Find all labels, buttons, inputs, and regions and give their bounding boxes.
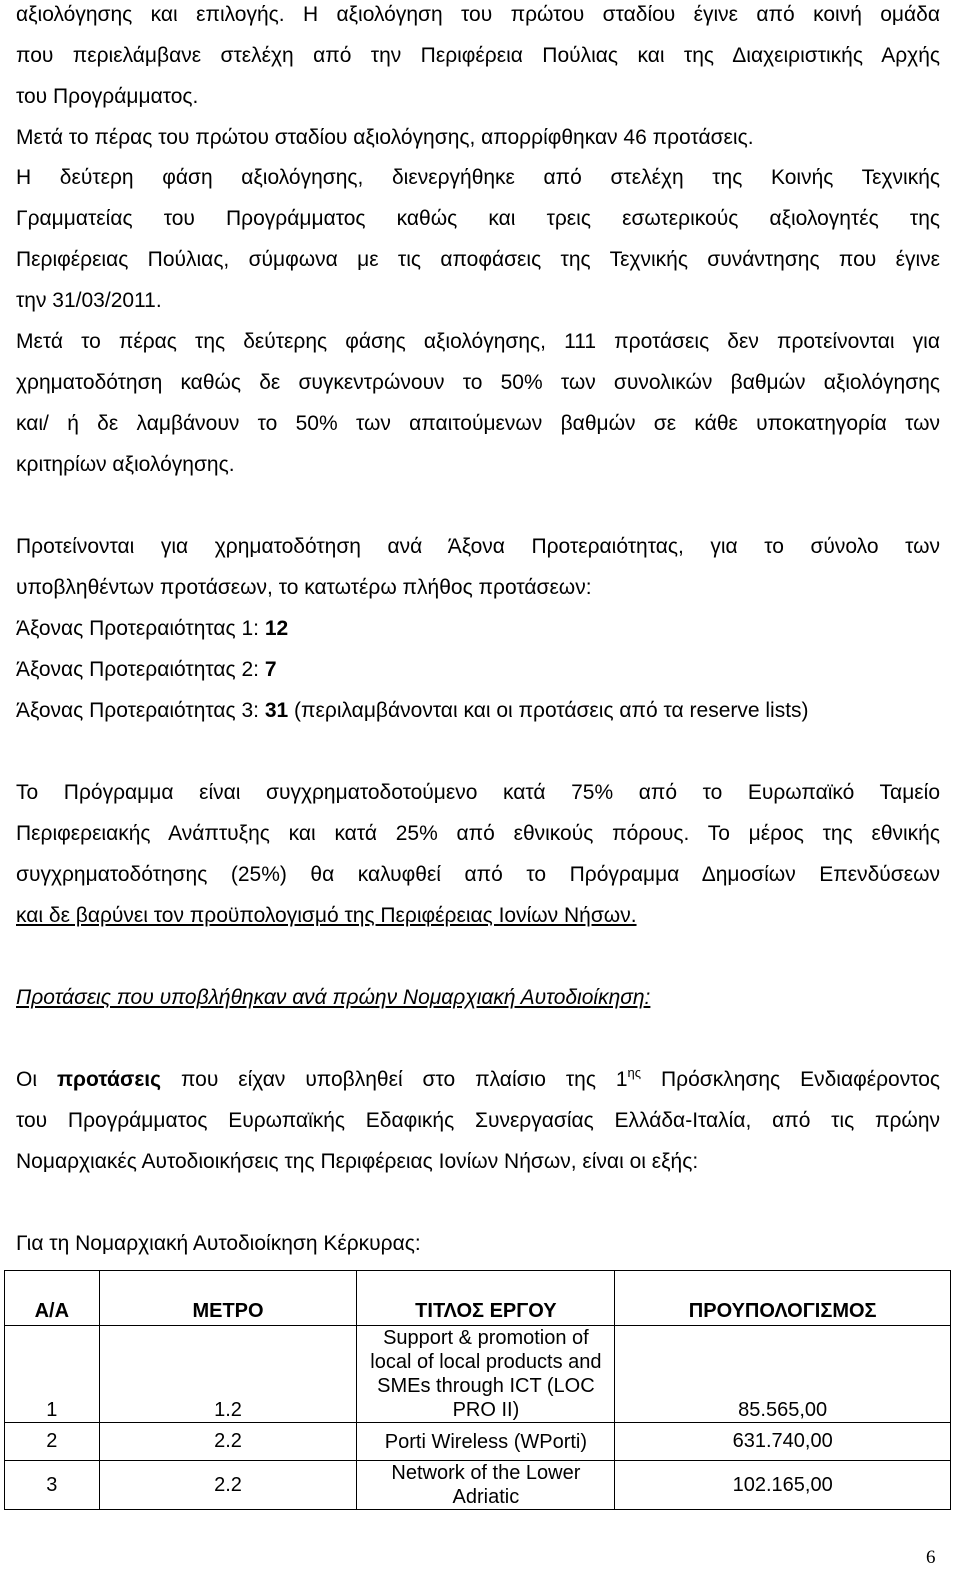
paragraph-3-line-4: κριτηρίων αξιολόγησης.	[16, 453, 235, 476]
cell-aa: 3	[5, 1461, 100, 1510]
underlined-statement: και δε βαρύνει τον προϋπολογισμό της Περιφέρειας Ιονίων Νήσων.	[16, 904, 637, 927]
paragraph-2-line-3: Περιφέρειας Πούλιας, σύμφωνα με τις αποφάσεις της Τεχνικής συνάντησης που έγινε	[16, 248, 940, 271]
paragraph-3-line-1: Μετά το πέρας της δεύτερης φάσης αξιολόγησης, 111 προτάσεις δεν προτείνονται για	[16, 330, 940, 353]
axis-item-1	[16, 616, 940, 642]
page-number: 6	[926, 1547, 936, 1568]
paragraph-5-line-1: Το Πρόγραμμα είναι συγχρηματοδοτούμενο κατά 75% από το Ευρωπαϊκό Ταμείο	[16, 781, 940, 804]
paragraph-2-line-4: την 31/03/2011.	[16, 289, 162, 312]
header-budget: ΠΡΟΥΠΟΛΟΓΙΣΜΟΣ	[615, 1271, 951, 1326]
paragraph-4-line-1: Προτείνονται για χρηματοδότηση ανά Άξονα Προτεραιότητας, για το σύνολο των	[16, 535, 940, 558]
cell-aa: 2	[5, 1423, 100, 1461]
paragraph-6-line-2: του Προγράμματος Ευρωπαϊκής Εδαφικής Συνεργασίας Ελλάδα-Ιταλία, από τις πρώην	[16, 1109, 940, 1132]
paragraph-1-line-4: Μετά το πέρας του πρώτου σταδίου αξιολόγησης, απορρίφθηκαν 46 προτάσεις.	[16, 126, 754, 149]
paragraph-1-line-3: του Προγράμματος.	[16, 85, 199, 108]
paragraph-3-line-2: χρηματοδότηση καθώς δε συγκεντρώνουν το 50% των συνολικών βαθμών αξιολόγησης	[16, 371, 940, 394]
cell-title: Porti Wireless (WPorti)	[357, 1423, 615, 1461]
table-caption: Για τη Νομαρχιακή Αυτοδιοίκηση Κέρκυρας:	[16, 1232, 421, 1255]
paragraph-6-line-1	[16, 1067, 940, 1093]
table-row	[5, 1423, 951, 1461]
axis-item-2	[16, 657, 940, 683]
paragraph-1-line-2: που περιελάμβανε στελέχη από την Περιφέρεια Πούλιας και της Διαχειριστικής Αρχής	[16, 44, 940, 67]
cell-budget: 102.165,00	[615, 1461, 951, 1510]
p6-prefix: Οι	[16, 1068, 57, 1091]
cell-budget: 85.565,00	[615, 1326, 951, 1423]
p6-suffix: Πρόσκλησης Ενδιαφέροντος	[641, 1068, 940, 1091]
cell-metro: 2.2	[99, 1423, 357, 1461]
axis-count: 7	[264, 658, 277, 681]
table-header-row	[5, 1271, 951, 1326]
paragraph-4-line-2: υποβληθέντων προτάσεων, το κατωτέρω πλήθος προτάσεων:	[16, 576, 592, 599]
paragraph-2-line-2: Γραμματείας του Προγράμματος καθώς και τρεις εσωτερικούς αξιολογητές της	[16, 207, 940, 230]
axis-note: (περιλαμβάνονται και οι προτάσεις από τα reserve lists)	[288, 699, 809, 722]
axis-label: Άξονας Προτεραιότητας 1:	[16, 617, 265, 640]
cell-budget: 631.740,00	[615, 1423, 951, 1461]
cell-aa: 1	[5, 1326, 100, 1423]
header-aa: Α/Α	[5, 1271, 100, 1326]
p6-middle: που είχαν υποβληθεί στο πλαίσιο της 1	[161, 1068, 628, 1091]
table-row	[5, 1326, 951, 1423]
axis-count: 12	[264, 617, 289, 640]
paragraph-5-line-4	[16, 903, 940, 929]
paragraph-2-line-1: Η δεύτερη φάση αξιολόγησης, διενεργήθηκε από στελέχη της Κοινής Τεχνικής	[16, 166, 940, 189]
header-metro: ΜΕΤΡΟ	[99, 1271, 357, 1326]
section-heading	[16, 985, 940, 1011]
cell-metro: 1.2	[99, 1326, 357, 1423]
cell-title: Support & promotion of local of local products and SMEs through ICT (LOC PRO II)	[357, 1326, 615, 1423]
axis-label: Άξονας Προτεραιότητας 2:	[16, 658, 265, 681]
axis-count: 31	[264, 699, 289, 722]
paragraph-3-line-3: και/ ή δε λαμβάνουν το 50% των απαιτούμενων βαθμών σε κάθε υποκατηγορία των	[16, 412, 940, 435]
axis-label: Άξονας Προτεραιότητας 3:	[16, 699, 265, 722]
paragraph-5-line-2: Περιφερειακής Ανάπτυξης και κατά 25% από εθνικούς πόρους. Το μέρος της εθνικής	[16, 822, 940, 845]
cell-title: Network of the Lower Adriatic	[357, 1461, 615, 1510]
p6-bold-word: προτάσεις	[56, 1068, 162, 1091]
proposals-table	[4, 1270, 951, 1510]
table-row	[5, 1461, 951, 1510]
section-heading-text: Προτάσεις που υποβλήθηκαν ανά πρώην Νομαρχιακή Αυτοδιοίκηση:	[16, 986, 651, 1009]
cell-metro: 2.2	[99, 1461, 357, 1510]
header-title: ΤΙΤΛΟΣ ΕΡΓΟΥ	[357, 1271, 615, 1326]
axis-item-3	[16, 698, 940, 724]
paragraph-1-line-1: αξιολόγησης και επιλογής. Η αξιολόγηση του πρώτου σταδίου έγινε από κοινή ομάδα	[16, 3, 940, 26]
paragraph-5-line-3: συγχρηματοδότησης (25%) θα καλυφθεί από το Πρόγραμμα Δημοσίων Επενδύσεων	[16, 863, 940, 886]
p6-superscript: ης	[627, 1065, 642, 1080]
paragraph-6-line-3: Νομαρχιακές Αυτοδιοικήσεις της Περιφέρειας Ιονίων Νήσων, είναι οι εξής:	[16, 1150, 699, 1173]
